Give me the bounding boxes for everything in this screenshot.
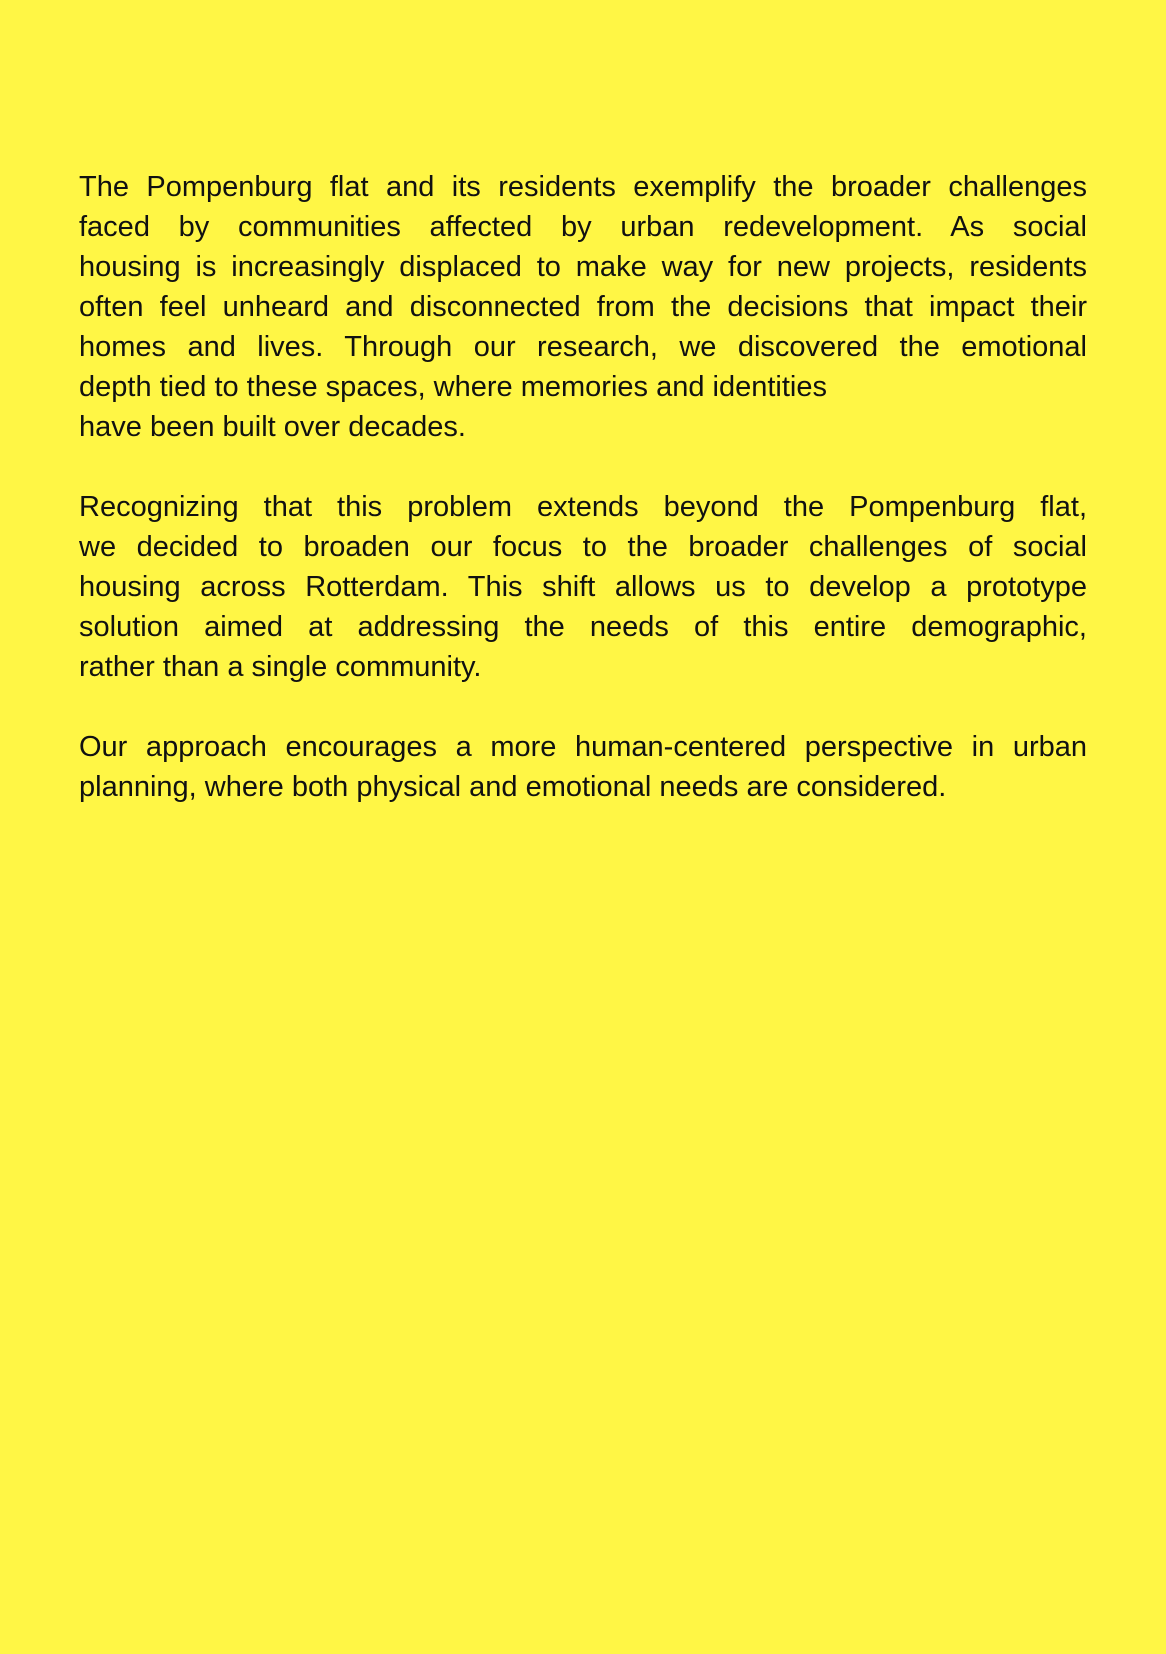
text-line: depth tied to these spaces, where memories and identities <box>79 371 827 403</box>
text-line: often feel unheard and disconnected from the decisions that impact their <box>79 291 1087 323</box>
text-line: Our approach encourages a more human-centered perspective in urban <box>79 731 1087 763</box>
text-line: housing is increasingly displaced to make way for new projects, residents <box>79 251 1087 283</box>
text-line: rather than a single community. <box>79 651 482 683</box>
text-line: housing across Rotterdam. This shift allows us to develop a prototype <box>79 571 1087 603</box>
paragraph-2 <box>79 487 1087 687</box>
text-line: planning, where both physical and emotional needs are considered. <box>79 771 947 803</box>
text-line: The Pompenburg flat and its residents exemplify the broader challenges <box>79 171 1087 203</box>
text-line: we decided to broaden our focus to the broader challenges of social <box>79 531 1087 563</box>
text-line: homes and lives. Through our research, we discovered the emotional <box>79 331 1087 363</box>
text-line: have been built over decades. <box>79 411 466 443</box>
text-line: faced by communities affected by urban redevelopment. As social <box>79 211 1087 243</box>
text-line: Recognizing that this problem extends beyond the Pompenburg flat, <box>79 491 1087 523</box>
text-line: solution aimed at addressing the needs of this entire demographic, <box>79 611 1087 643</box>
paragraph-1 <box>79 167 1087 447</box>
paragraph-3 <box>79 727 1087 807</box>
document-body <box>79 167 1087 847</box>
